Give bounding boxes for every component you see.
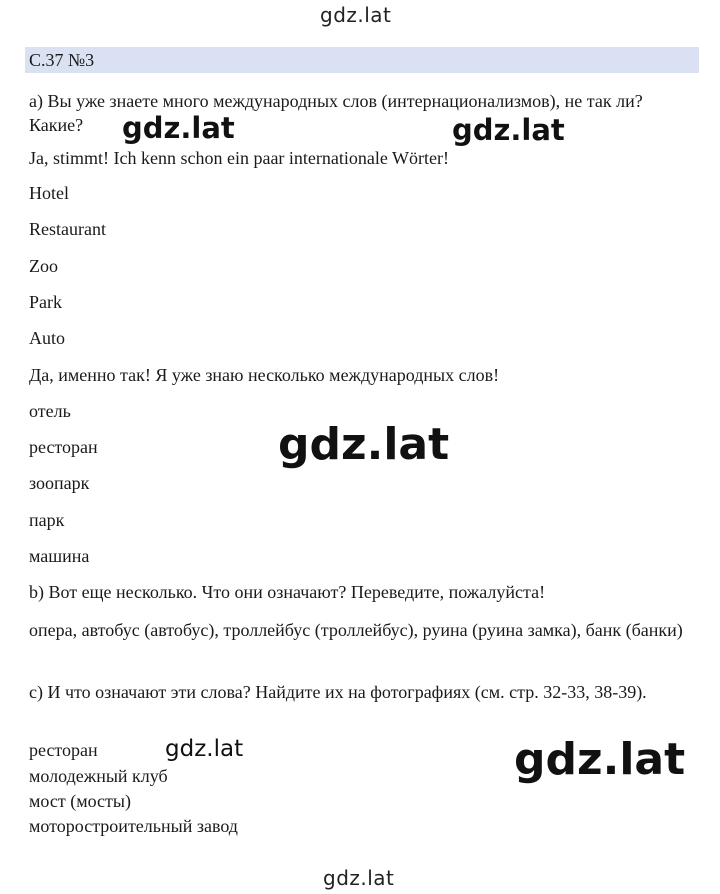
watermark-bottom: gdz.lat <box>323 866 395 890</box>
word-de-item: Hotel <box>29 183 69 203</box>
word-ru-item: ресторан <box>29 437 98 457</box>
task-a-question: а) Вы уже знаете много международных слов (интернационализмов), не так ли? Какие? <box>29 91 643 135</box>
word-de-item: Restaurant <box>29 219 106 239</box>
task-a-answer-ru: Да, именно так! Я уже знаю несколько международных слов! <box>29 365 500 385</box>
task-c-word: мост (мосты) <box>29 791 131 811</box>
word-de-item: Park <box>29 292 62 312</box>
watermark-overlay: gdz.lat <box>165 736 244 762</box>
word-ru-item: отель <box>29 401 71 421</box>
watermark-overlay: gdz.lat <box>452 113 565 147</box>
section-header <box>25 47 699 73</box>
task-a-answer-de: Ja, stimmt! Ich kenn schon ein paar internationale Wörter! <box>29 148 450 168</box>
word-ru-item: зоопарк <box>29 473 90 493</box>
word-ru-item: машина <box>29 546 90 566</box>
watermark-overlay: gdz.lat <box>514 734 686 785</box>
page-title: С.37 №3 <box>29 50 95 70</box>
word-de-item: Zoo <box>29 256 58 276</box>
task-c-word: ресторан <box>29 740 98 760</box>
task-b-answer: опера, автобус (автобус), троллейбус (троллейбус), руина (руина замка), банк (банки) <box>29 620 683 640</box>
word-ru-item: парк <box>29 510 65 530</box>
task-b-question: b) Вот еще несколько. Что они означают? Переведите, пожалуйста! <box>29 582 546 602</box>
word-de-item: Auto <box>29 328 65 348</box>
watermark-overlay: gdz.lat <box>122 111 235 145</box>
task-c-word: молодежный клуб <box>29 766 168 786</box>
task-c-word: моторостроительный завод <box>29 816 238 836</box>
task-c-question: с) И что означают эти слова? Найдите их на фотографиях (см. стр. 32-33, 38-39). <box>29 682 647 702</box>
watermark-top: gdz.lat <box>320 3 392 27</box>
watermark-overlay: gdz.lat <box>278 419 450 470</box>
